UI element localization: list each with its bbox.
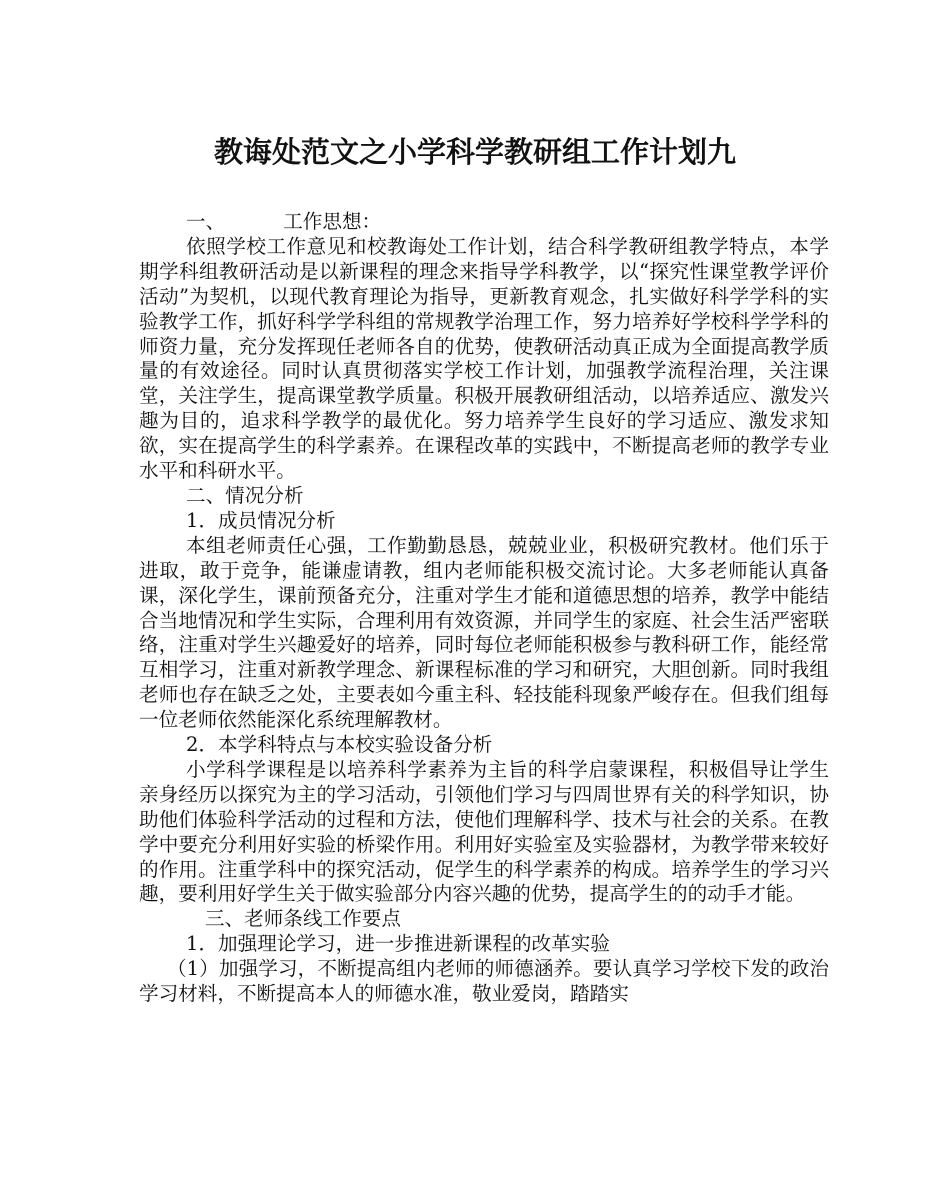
section-1-number: 一、: [186, 210, 226, 233]
subsection-3-heading: 1．加强理论学习，进一步推进新课程的改革实验: [186, 932, 610, 956]
section-1-heading: [139, 210, 829, 235]
paragraph: （1）加强学习，不断提高组内老师的师德涵养。要认真学习学校下发的政治学习材料，不断提高本人的师德水准，敬业爱岗，踏踏实: [139, 957, 829, 1006]
subsection-1-heading: 1．成员情况分析: [186, 508, 336, 532]
document-body: [139, 210, 829, 1007]
paragraph: 依照学校工作意见和校教诲处工作计划，结合科学教研组教学特点，本学期学科组教研活动是以新课程的理念来指导学科教学，以“探究性课堂教学评价活动”为契机，以现代教育理论为指导，更新教育观念，扎实做好科学学科的实验教学工作，抓好科学学科组的常规教学治理工作，努力培养好学校科学学科的师资力量，充分发挥现任老师各自的优势，使教研活动真正成为全面提高教学质量的有效途径。同时认真贯彻落实学校工作计划，加强教学流程治理，关注课堂，关注学生，提高课堂教学质量。积极开展教研组活动，以培养适应、激发兴趣为目的，追求科学教学的最优化。努力培养学生良好的学习适应、激发求知欲，实在提高学生的科学素养。在课程改革的实践中，不断提高老师的教学专业水平和科研水平。: [139, 234, 829, 483]
paragraph: 本组老师责任心强，工作勤勤恳恳，兢兢业业，积极研究教材。他们乐于进取，敢于竞争，能谦虚请教，组内老师能积极交流讨论。大多老师能认真备课，深化学生，课前预备充分，注重对学生才能和道德思想的培养，教学中能结合当地情况和学生实际，合理利用有效资源，并同学生的家庭、社会生活严密联络，注重对学生兴趣爱好的培养，同时每位老师能积极参与教科研工作，能经常互相学习，注重对新教学理念、新课程标准的学习和研究，大胆创新。同时我组老师也存在缺乏之处，主要表如今重主科、轻技能科现象严峻存在。但我们组每一位老师依然能深化系统理解教材。: [139, 533, 829, 732]
subsection-2-heading: 2．本学科特点与本校实验设备分析: [186, 733, 493, 757]
paragraph: 小学科学课程是以培养科学素养为主旨的科学启蒙课程，积极倡导让学生亲身经历以探究为主的学习活动，引领他们学习与四周世界有关的科学知识，协助他们体验科学活动的过程和方法，使他们理解科学、技术与社会的关系。在教学中要充分利用好实验的桥梁作用。利用好实验室及实验器材，为教学带来较好的作用。注重学科中的探究活动，促学生的科学素养的构成。培养学生的学习兴趣，要利用好学生关于做实验部分内容兴趣的优势，提高学生的的动手才能。: [139, 757, 829, 906]
section-2-heading: 二、情况分析: [186, 483, 304, 507]
section-1-title: 工作思想：: [283, 210, 382, 233]
document-title: 教诲处范文之小学科学教研组工作计划九: [213, 135, 736, 169]
section-3-heading: 三、老师条线工作要点: [205, 907, 401, 931]
